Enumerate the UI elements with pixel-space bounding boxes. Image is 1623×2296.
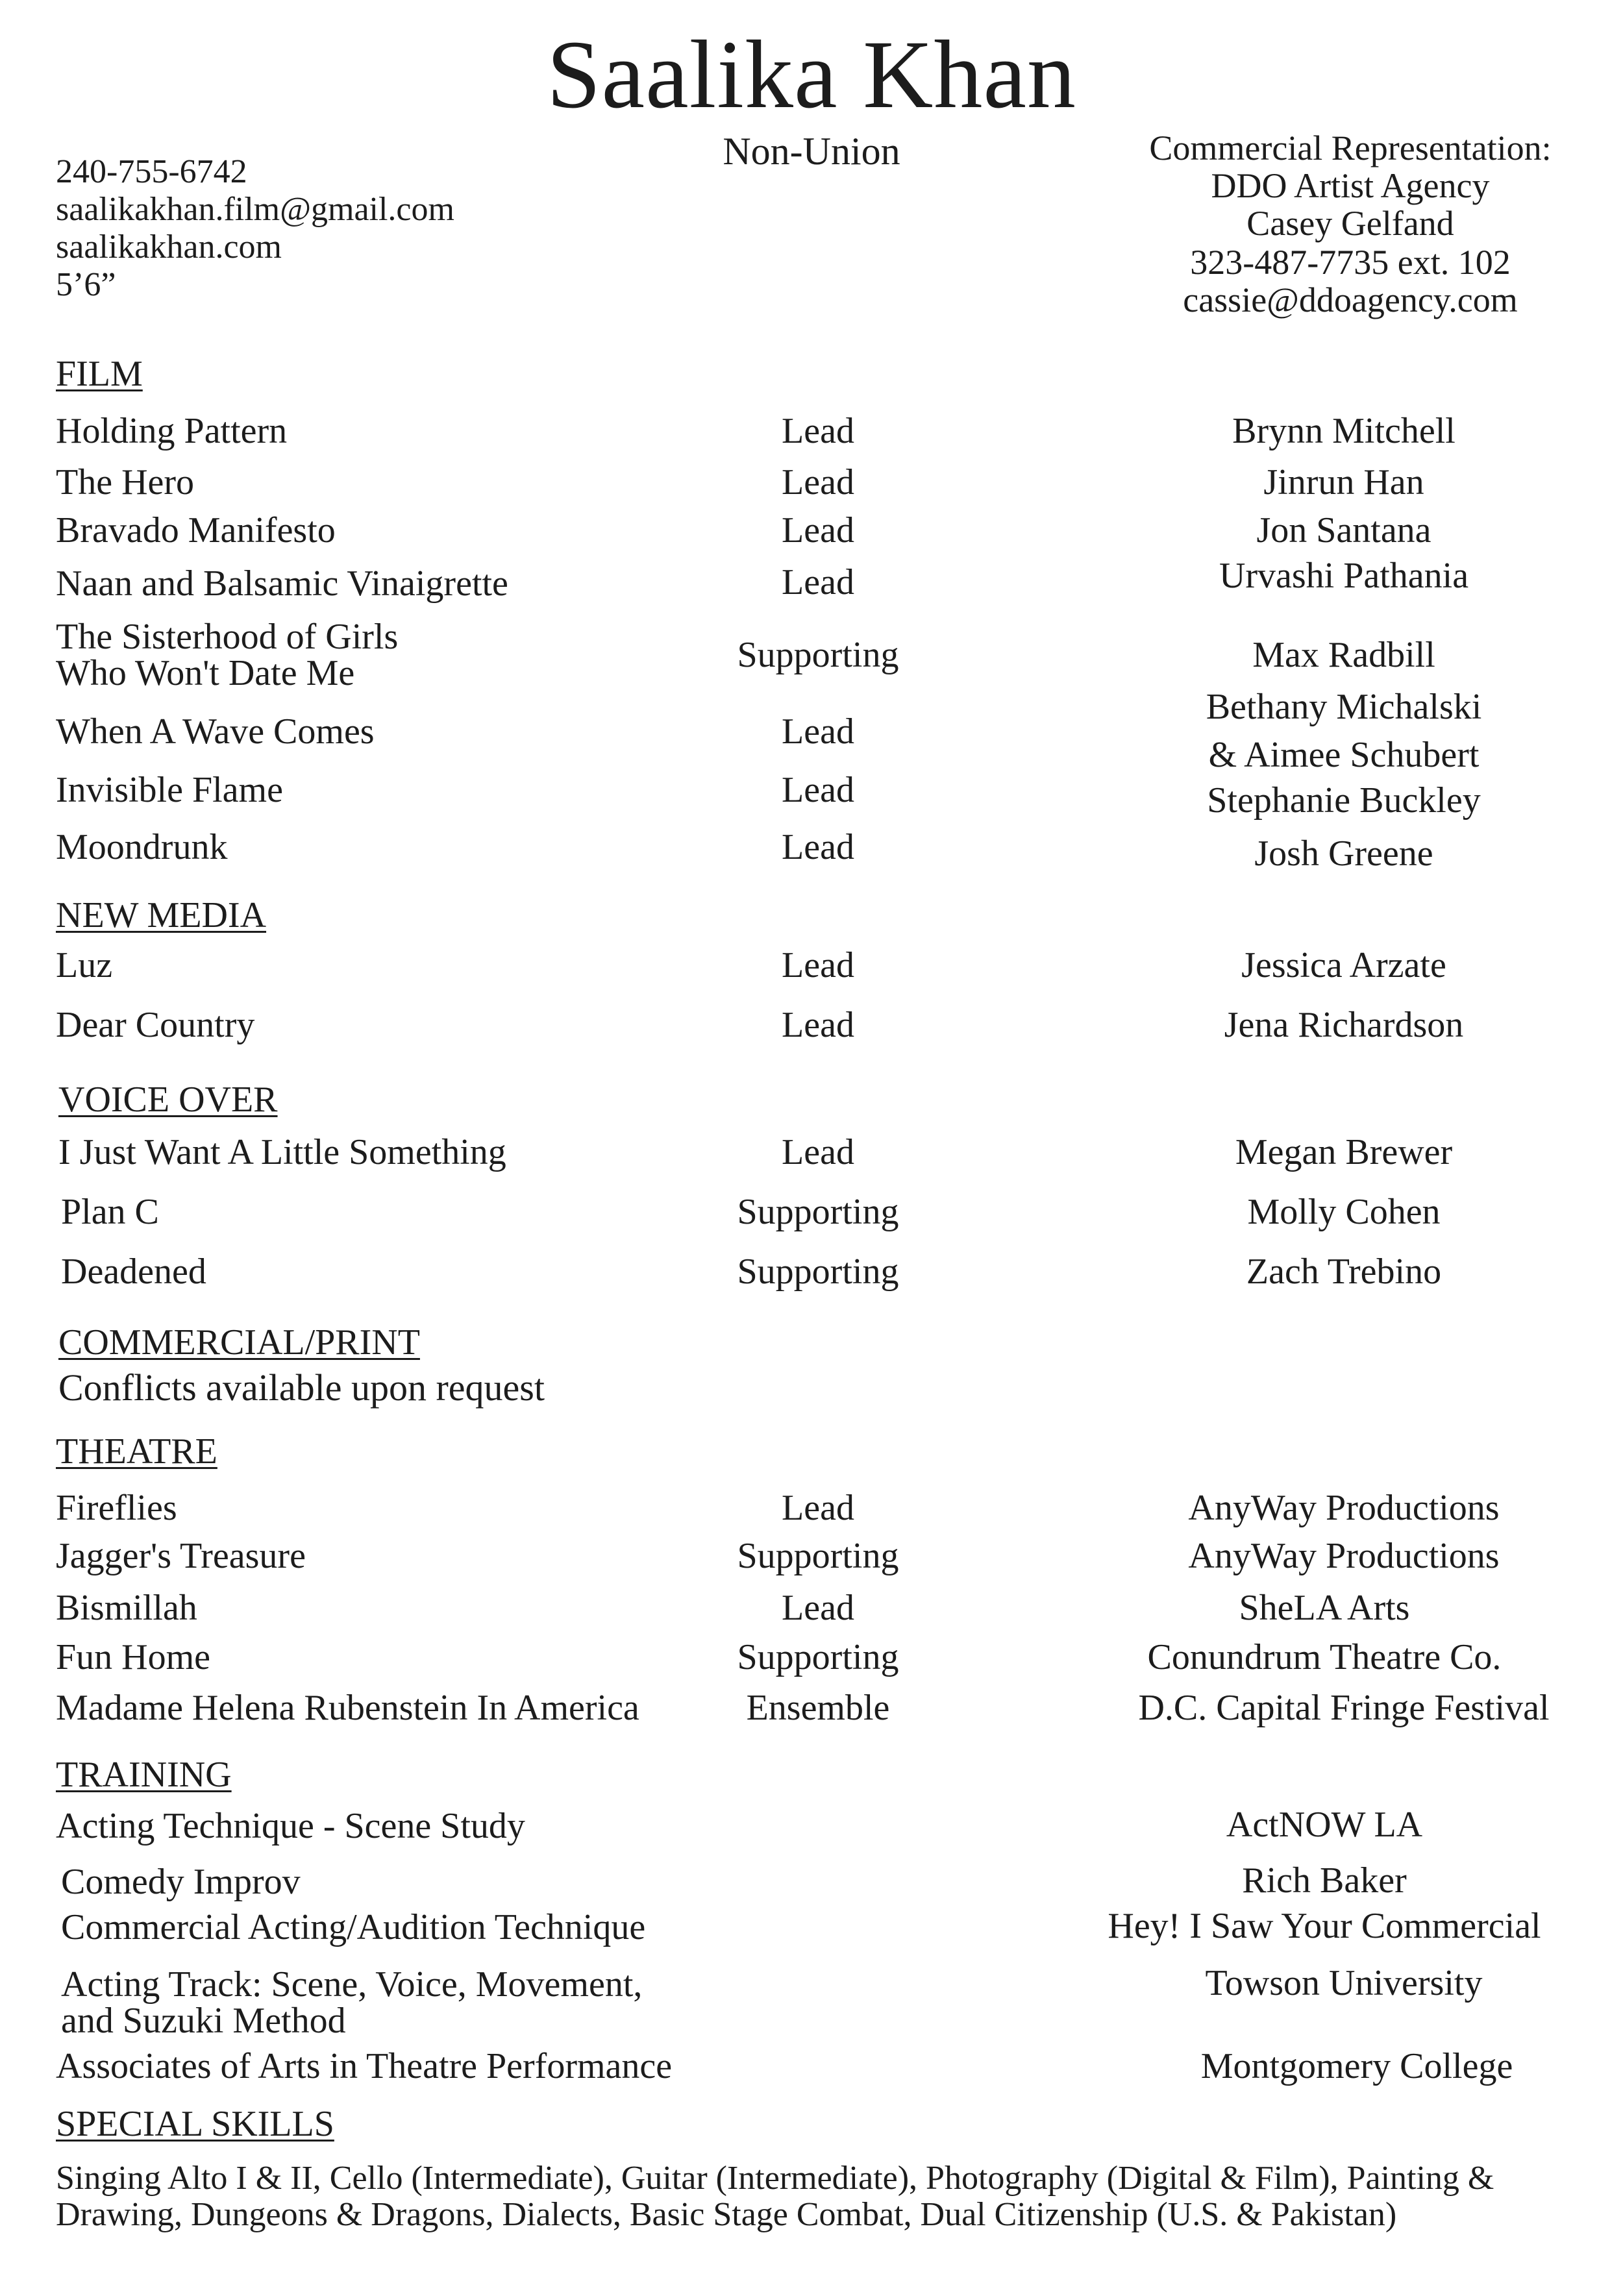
film-role: Lead [782,411,854,451]
film-role: Supporting [737,635,899,675]
special-skills-text: Singing Alto I & II, Cello (Intermediate), Guitar (Intermediate), Photography (Digital & Film), Painting & Drawing, Dungeons & Dragons, Dialects, Basic Stage Combat, Dual Citizenship (U.S. & Pakistan) [56,2160,1494,2233]
voice-over-title: Deadened [61,1252,206,1292]
section-title-commercial: COMMERCIAL/PRINT [58,1322,420,1363]
section-title-film: FILM [56,354,143,394]
new-media-title: Dear Country [56,1005,255,1045]
training-course-line2: and Suzuki Method [61,2001,346,2041]
theatre-role: Supporting [737,1536,899,1576]
film-role: Lead [782,711,854,752]
voice-over-credit: Molly Cohen [1247,1192,1441,1232]
voice-over-credit: Zach Trebino [1246,1252,1442,1292]
film-role: Lead [782,770,854,810]
film-title-line2: Who Won't Date Me [56,653,355,693]
section-title-theatre: THEATRE [56,1431,217,1472]
representation-title: Commercial Representation: [1149,129,1552,167]
theatre-credit: SheLA Arts [1239,1588,1410,1628]
new-media-role: Lead [782,945,854,985]
film-title: Holding Pattern [56,411,288,451]
voice-over-credit: Megan Brewer [1235,1132,1453,1172]
film-title: Bravado Manifesto [56,510,336,550]
training-school: Towson University [1205,1963,1483,2003]
film-credit: Bethany Michalski [1206,687,1482,727]
film-credit-line2: & Aimee Schubert [1208,735,1480,775]
theatre-title: Jagger's Treasure [56,1536,306,1576]
training-course: Acting Track: Scene, Voice, Movement, [61,1964,643,2005]
film-title: Moondrunk [56,827,228,867]
theatre-role: Supporting [737,1637,899,1677]
film-credit: Jon Santana [1256,510,1431,550]
film-credit: Urvashi Pathania [1219,556,1469,596]
film-title: The Sisterhood of Girls [56,617,399,657]
theatre-title: Madame Helena Rubenstein In America [56,1688,639,1728]
film-title: Naan and Balsamic Vinaigrette [56,563,508,604]
film-credit: Brynn Mitchell [1232,411,1456,451]
new-media-role: Lead [782,1005,854,1045]
representation-agency: DDO Artist Agency [1211,166,1490,205]
training-course: Commercial Acting/Audition Technique [61,1907,646,1947]
training-course: Acting Technique - Scene Study [56,1806,525,1846]
theatre-credit: AnyWay Productions [1188,1536,1500,1576]
theatre-credit: D.C. Capital Fringe Festival [1138,1688,1550,1728]
representation-phone: 323-487-7735 ext. 102 [1190,243,1511,282]
film-title: The Hero [56,462,195,502]
contact-email: saalikakhan.film@gmail.com [56,191,454,228]
representation-agent: Casey Gelfand [1246,204,1454,243]
contact-phone: 240-755-6742 [56,153,247,190]
training-school: Montgomery College [1200,2046,1513,2086]
contact-website: saalikakhan.com [56,228,282,265]
theatre-role: Lead [782,1588,854,1628]
voice-over-role: Lead [782,1132,854,1172]
film-role: Lead [782,462,854,502]
training-course: Associates of Arts in Theatre Performance [56,2046,673,2086]
actor-name: Saalika Khan [547,21,1076,129]
training-school: Hey! I Saw Your Commercial [1108,1906,1541,1946]
representation-email: cassie@ddoagency.com [1183,280,1518,319]
theatre-credit: Conundrum Theatre Co. [1147,1637,1502,1677]
theatre-role: Ensemble [746,1688,890,1728]
theatre-title: Fun Home [56,1637,210,1677]
film-credit: Stephanie Buckley [1207,780,1481,821]
theatre-title: Fireflies [56,1488,177,1528]
section-title-training: TRAINING [56,1755,232,1795]
film-role: Lead [782,827,854,867]
new-media-title: Luz [56,945,113,985]
new-media-credit: Jessica Arzate [1241,945,1446,985]
training-school: ActNOW LA [1226,1805,1423,1845]
voice-over-role: Supporting [737,1252,899,1292]
film-credit: Jinrun Han [1263,462,1424,502]
theatre-role: Lead [782,1488,854,1528]
union-status: Non-Union [723,130,900,173]
voice-over-role: Supporting [737,1192,899,1232]
section-title-special-skills: SPECIAL SKILLS [56,2104,334,2144]
voice-over-title: Plan C [61,1192,159,1232]
training-school: Rich Baker [1242,1860,1407,1901]
section-title-new-media: NEW MEDIA [56,895,267,935]
film-role: Lead [782,562,854,602]
commercial-note: Conflicts available upon request [58,1366,545,1409]
new-media-credit: Jena Richardson [1224,1005,1464,1045]
training-course: Comedy Improv [61,1862,301,1902]
theatre-title: Bismillah [56,1588,197,1628]
film-title: Invisible Flame [56,770,283,810]
film-role: Lead [782,510,854,550]
film-credit: Josh Greene [1254,833,1433,874]
film-title: When A Wave Comes [56,711,375,752]
theatre-credit: AnyWay Productions [1188,1488,1500,1528]
section-title-voice-over: VOICE OVER [58,1080,278,1120]
contact-height: 5’6” [56,266,116,303]
voice-over-title: I Just Want A Little Something [58,1132,506,1172]
film-credit: Max Radbill [1252,635,1435,675]
